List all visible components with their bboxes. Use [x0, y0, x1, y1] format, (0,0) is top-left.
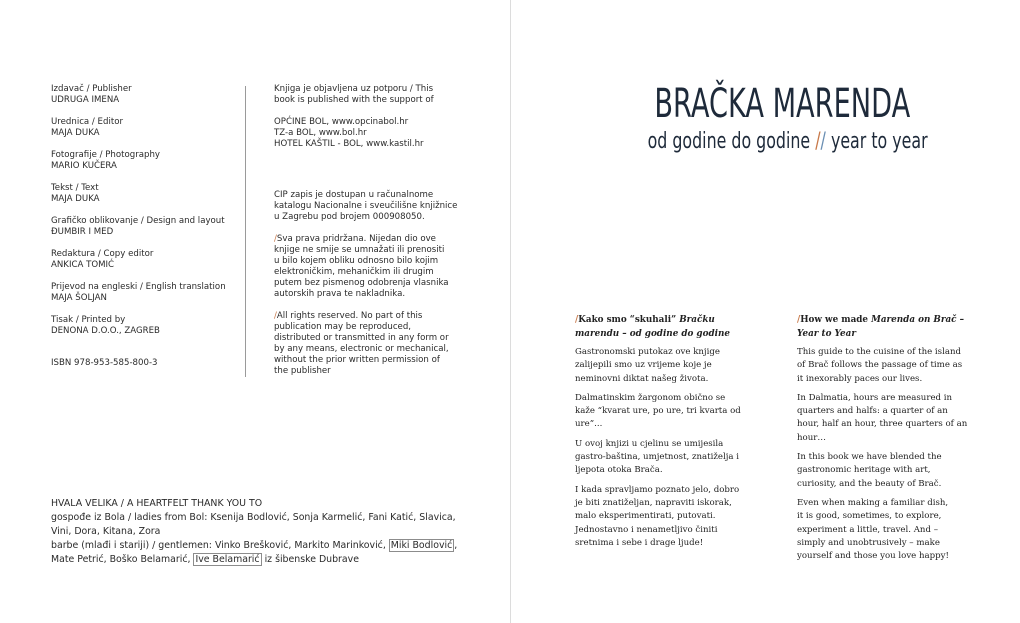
thanks-gentlemen-cont: Mate Petrić, Boško Belamarić, Ive Belamarić iz šibenske Dubrave — [51, 554, 359, 565]
english-heading: /How we made Marenda on Brač – Year to Year — [797, 315, 965, 339]
text-line: ure”... — [575, 419, 603, 430]
paragraph — [575, 392, 747, 432]
credit-role: Prijevod na engleski / English translation — [51, 282, 226, 292]
thanks-ladies-cont: Vini, Dora, Kitana, Zora — [51, 526, 161, 537]
text-line: je biti znatiželjan, napraviti iskorak, — [575, 497, 732, 508]
text-line: it inexorably paces our lives. — [797, 373, 923, 384]
credit-role: Tekst / Text — [51, 183, 99, 193]
text-line: it is good, sometimes, to explore, — [797, 511, 942, 522]
credit-role: Urednica / Editor — [51, 117, 123, 127]
text-line: U ovoj knjizi u cjelinu se umijesila — [575, 438, 724, 449]
text-line: gastro-baština, umjetnost, znatiželja i — [575, 452, 739, 463]
text-line: gastronomic heritage with art, — [797, 465, 931, 476]
text-line: This guide to the cuisine of the island — [797, 347, 961, 357]
credit-name: MAJA DUKA — [51, 128, 100, 138]
credit-entry — [51, 150, 236, 172]
highlighted-name: Ive Belamarić — [195, 554, 260, 565]
credit-name: MAJA ŠOLJAN — [51, 293, 107, 303]
book-title: BRAČKA MARENDA — [654, 81, 911, 127]
isbn: ISBN 978-953-585-800-3 — [51, 358, 158, 368]
support-column — [274, 84, 458, 388]
book-subtitle: od godine do godine // year to year — [647, 129, 928, 154]
text-line: sretnima i sebe i drage ljude! — [575, 537, 704, 548]
paragraph — [797, 451, 969, 491]
credit-role: Fotografije / Photography — [51, 150, 160, 160]
credit-name: ĐUMBIR I MED — [51, 227, 114, 237]
english-paragraphs — [797, 346, 969, 563]
credit-role: Grafičko oblikovanje / Design and layout — [51, 216, 225, 226]
credit-name: UDRUGA IMENA — [51, 95, 120, 105]
text-line: Dalmatinskim žargonom obično se — [575, 392, 726, 403]
credit-role: Redaktura / Copy editor — [51, 249, 154, 259]
column-divider — [245, 86, 246, 377]
paragraph — [797, 346, 969, 386]
text-line: zalijepili smo uz vrijeme koje je — [575, 360, 712, 371]
text-line: Jednostavno i nenametljivo činiti — [575, 524, 718, 535]
paragraph — [575, 438, 747, 478]
paragraph — [575, 346, 747, 386]
text-line: quarters and halfs: a quarter of an — [797, 406, 948, 417]
credit-name: MARIO KUČERA — [51, 161, 117, 171]
paragraph — [575, 484, 747, 550]
text-line: hour, half an hour, three quarters of an — [797, 419, 968, 430]
paragraph — [797, 392, 969, 445]
text-line: ljepota otoka Brača. — [575, 465, 663, 476]
credit-entry — [51, 183, 236, 205]
english-intro — [797, 313, 969, 569]
credit-name: MAJA DUKA — [51, 194, 100, 204]
credit-role: Tisak / Printed by — [51, 315, 126, 325]
slash-mark: / — [274, 311, 277, 321]
credit-name: DENONA D.O.O., ZAGREB — [51, 326, 160, 336]
text-line: In Dalmatia, hours are measured in — [797, 392, 953, 403]
slash-mark: / — [575, 315, 579, 325]
thanks-gentlemen: barbe (mlađi i stariji) / gentlemen: Vinko Brešković, Markito Marinković, Miki Bodlović , — [51, 540, 458, 551]
text-line: In this book we have blended the — [797, 452, 942, 463]
credit-entry — [51, 216, 236, 238]
highlighted-name: Miki Bodlović — [390, 540, 453, 551]
text-line: Gastronomski putokaz ove knjige — [575, 347, 720, 357]
croatian-intro — [575, 313, 747, 556]
text-line: Even when making a familiar dish, — [797, 497, 949, 508]
thanks-heading: HVALA VELIKA / A HEARTFELT THANK YOU TO — [51, 498, 263, 509]
cip-note: CIP zapis je dostupan u računalnome katalogu Nacionalne i sveučilišne knjižnice u Zagrebu pod brojem 000908050. — [274, 190, 458, 222]
rights-english: /All rights reserved. No part of this publication may be reproduced, distributed or transmitted in any form or by any means, electronic or mechanical, without the prior written permission of the publisher — [274, 311, 449, 376]
text-line: curiosity, and the beauty of Brač. — [797, 478, 942, 489]
text-line: of Brač follows the passage of time as — [797, 360, 963, 371]
slash-mark: / — [797, 315, 801, 325]
credit-entry — [51, 315, 236, 337]
slash-mark: / — [274, 234, 277, 244]
text-line: simply and unobtrusively – make — [797, 537, 940, 548]
rights-croatian: /Sva prava pridržana. Nijedan dio ove knjige ne smije se umnažati ili prenositi u bilo kojem obliku odnosno bilo kojim elektroničkim, mehaničkim ili drugim putem bez pismenog odobrenja vlasnika autorskih prava te nakladnika. — [274, 234, 449, 299]
credit-role: Izdavač / Publisher — [51, 84, 132, 94]
text-line: I kada spravljamo poznato jelo, dobro — [575, 484, 740, 495]
credit-name: ANKICA TOMIĆ — [51, 260, 115, 270]
croatian-paragraphs — [575, 346, 747, 550]
credit-entry — [51, 249, 236, 271]
text-line: yourself and those you love happy! — [797, 551, 949, 562]
text-line: malo eksperimentirati, putovati. — [575, 511, 716, 522]
text-line: experiment a little, travel. And – — [797, 524, 938, 535]
subtitle-slash: // — [815, 129, 826, 154]
supporters-list: OPĆINE BOL, www.opcinabol.hr TZ-a BOL, www.bol.hr HOTEL KAŠTIL - BOL, www.kastil.hr — [274, 117, 424, 149]
text-line: hour… — [797, 432, 826, 443]
credit-entry — [51, 117, 236, 139]
support-intro: Knjiga je objavljena uz potporu / This book is published with the support of — [274, 84, 434, 105]
paragraph — [797, 497, 969, 563]
croatian-heading: /Kako smo “skuhali” Bračku marendu – od godine do godine — [575, 315, 730, 339]
credit-entry — [51, 84, 236, 106]
thanks-ladies: gospođe iz Bola / ladies from Bol: Ksenija Bodlović, Sonja Karmelić, Fani Katić, Slavica, — [51, 512, 456, 523]
title-block — [600, 80, 940, 156]
credit-entry — [51, 282, 236, 304]
credits-list — [51, 84, 236, 348]
thanks-section — [51, 497, 471, 567]
text-line: neminovni diktat našeg života. — [575, 373, 709, 384]
text-line: kaže “kvarat ure, po ure, tri kvarta od — [575, 406, 741, 417]
